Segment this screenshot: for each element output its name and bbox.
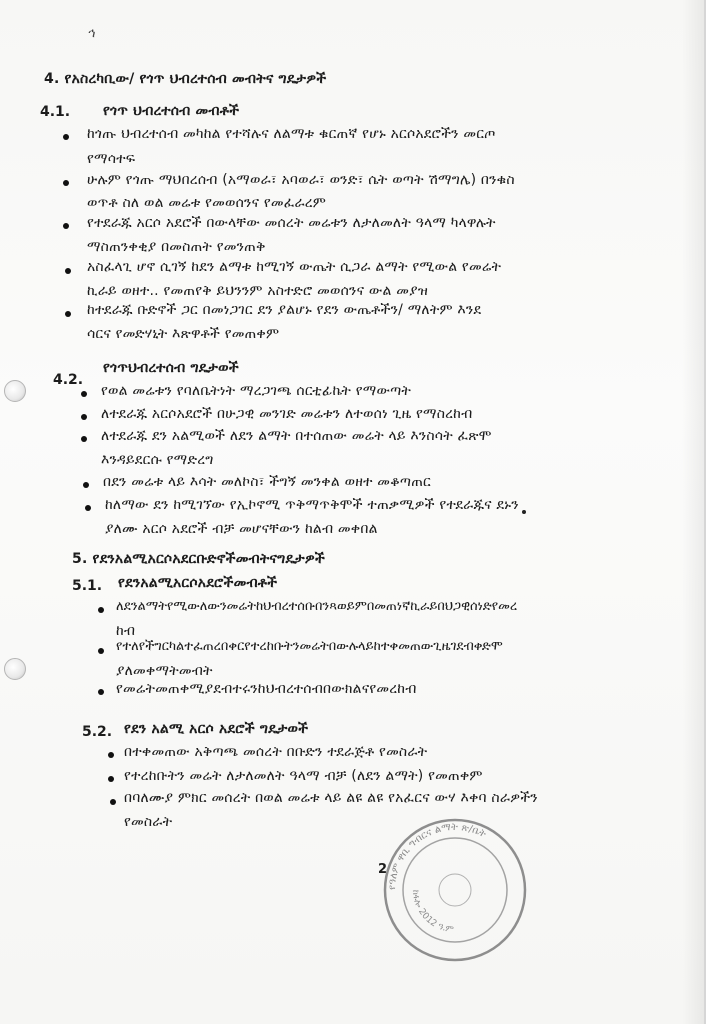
page-edge-shadow — [682, 0, 704, 1024]
subsection-number: 4.1. — [40, 104, 71, 120]
page-number: 2 — [378, 862, 388, 877]
list-item: ለተደራጁ አርሶአደሮች በሁጋዊ መንገድ መሬቱን ለተወሰነ ጊዜ የማስረከብ — [101, 406, 473, 422]
subsection-5-2-title: የደን አልሚ አርሶ አደሮች ግዴታወች — [124, 721, 309, 737]
ink-dot — [522, 510, 526, 514]
list-item: በባለሙያ ምክር መሰረት በወል መሬቱ ላይ ልዩ ልዩ የአፈርና ውሃ እቀባ ስራዎችን — [124, 790, 538, 806]
bullet-icon — [110, 799, 116, 805]
list-item: ለደንልማትየሚውለውንመሬትከህብረተሰቡበንጻወይምበመጠነኛኪራይበህጋዊሰነድየመረ — [116, 599, 518, 614]
list-item: የተደራጁ አርሶ አደሮች በውላቸው መሰረት መሬቱን ለታለመለት ዓላማ ካላዋሉት — [87, 215, 496, 231]
subsection-number: 4.2. — [53, 372, 84, 388]
list-item-continuation: ወጥቶ ስለ ወል መሬቱ የመወሰንና የመፈራረም — [87, 195, 327, 211]
list-item-continuation: ኪራይ ወዘተ.. የመጠየቅ ይህንንም አስተድሮ መወሰንና ውል መያዝ — [87, 283, 428, 299]
subsection-4-1-title: የጎጥ ህብረተሰብ መብቶች — [103, 103, 240, 119]
list-item: የመሬትመጠቀሚያደብተሩንከህብረተሰብበውክልናየመረከብ — [116, 681, 417, 697]
bullet-icon — [63, 180, 69, 186]
list-item: በተቀመጠው አቅጣጫ መሰረት በቡድን ተደራጅቶ የመስራት — [124, 744, 428, 760]
bullet-icon — [81, 436, 87, 442]
list-item: ለተደራጁ ደን አልሚወች ለደን ልማት በተሰጠው መሬት ላይ እንስሳት ፈጽሞ — [101, 428, 492, 444]
bullet-icon — [83, 482, 89, 488]
list-item-continuation: ያለመቀማትመብት — [116, 663, 213, 679]
list-item-continuation: ሳርና የመድሃኒት እጽዋቶች የመጠቀም — [87, 326, 280, 342]
subsection-5-1-title: የደንአልሚአርሶአደሮችመብቶች — [118, 575, 278, 591]
official-stamp-icon — [380, 815, 530, 965]
bullet-icon — [85, 505, 91, 511]
list-item: በደን መሬቱ ላይ እሳት መለኮስ፣ ችግኝ መንቀል ወዘተ መቆጣጠር — [103, 474, 431, 490]
list-item-continuation: የመስራት — [124, 814, 173, 830]
bullet-icon — [98, 689, 104, 695]
list-item-continuation: የማሳተፍ — [87, 151, 136, 167]
list-item: ከጎጡ ህብረተሰብ መካከል የተሻሉና ለልማቱ ቁርጠኛ የሆኑ አርሶአደሮችን መርጦ — [87, 126, 496, 142]
bullet-icon — [63, 223, 69, 229]
stamp-outer-text: የዓለም ዋቢ ግብርና ልማት ጽ/ቤት — [386, 821, 488, 891]
section-4-title: 4. የአስረካቢው/ የጎጥ ህብረተሰብ መብትና ግዴታዎች — [44, 71, 327, 87]
punch-hole-icon — [4, 658, 26, 680]
subsection-number: 5.1. — [72, 578, 103, 594]
list-item: ከለማው ደን ከሚገኘው የኢኮኖሚ ጥቅማጥቅሞች ተጠቃሚዎች የተደራጁና ደኑን — [105, 497, 519, 513]
bullet-icon — [98, 607, 104, 613]
subsection-number: 5.2. — [82, 724, 113, 740]
list-item: የወል መሬቱን የባለቤትነት ማረጋገጫ ሰርቲፊኬት የማውጣት — [101, 383, 412, 399]
bullet-icon — [65, 311, 71, 317]
subsection-4-2-title: የጎጥህብረተሰብ ግዴታወች — [103, 360, 239, 376]
corner-mark: ኅ — [88, 26, 96, 41]
bullet-icon — [81, 414, 87, 420]
section-5-title: 5. የደንአልሚአርሶአደርቡድኖችመብትናግዴታዎች — [72, 551, 325, 567]
list-item: የተለየችግርካልተፈጠረበቀርየተረከቡትንመሬትበውሉላይከተቀመጠውጊዜገደብቀድሞ — [116, 639, 503, 654]
bullet-icon — [81, 391, 87, 397]
list-item: የተረከቡትን መሬት ለታለመለት ዓላማ ብቻ (ለደን ልማት) የመጠቀም — [124, 768, 483, 784]
bullet-icon — [108, 776, 114, 782]
list-item-continuation: ማስጠንቀቂያ በመስጠት የመንጠቅ — [87, 239, 266, 255]
bullet-icon — [63, 134, 69, 140]
list-item-continuation: እንዳይደርሱ የማድረግ — [101, 452, 214, 468]
list-item-continuation: ከብ — [116, 623, 136, 639]
stamp-inner-text: ከፋሎ 2012 ዓ.ም — [409, 889, 455, 936]
bullet-icon — [98, 648, 104, 654]
list-item-continuation: ያለሙ አርሶ አደሮች ብቻ መሆናቸውን ከልብ መቀበል — [105, 521, 378, 537]
bullet-icon — [65, 268, 71, 274]
punch-hole-icon — [4, 380, 26, 402]
list-item: ሁሉም የጎጡ ማህበረሰብ (አማወራ፣ አባወራ፣ ወንድ፣ ሴት ወጣት ሽማግሌ) በንቁስ — [87, 172, 515, 188]
bullet-icon — [108, 752, 114, 758]
list-item: ከተደራጁ ቡድኖች ጋር በመነጋገር ደን ያልሆኑ የደን ውጤቶችን/ ማለትም እንደ — [87, 302, 482, 318]
list-item: አስፈላጊ ሆኖ ሲገኝ ከደን ልማቱ ከሚገኝ ውጤት ሲጋራ ልማት የሚውል የመሬት — [87, 259, 502, 275]
